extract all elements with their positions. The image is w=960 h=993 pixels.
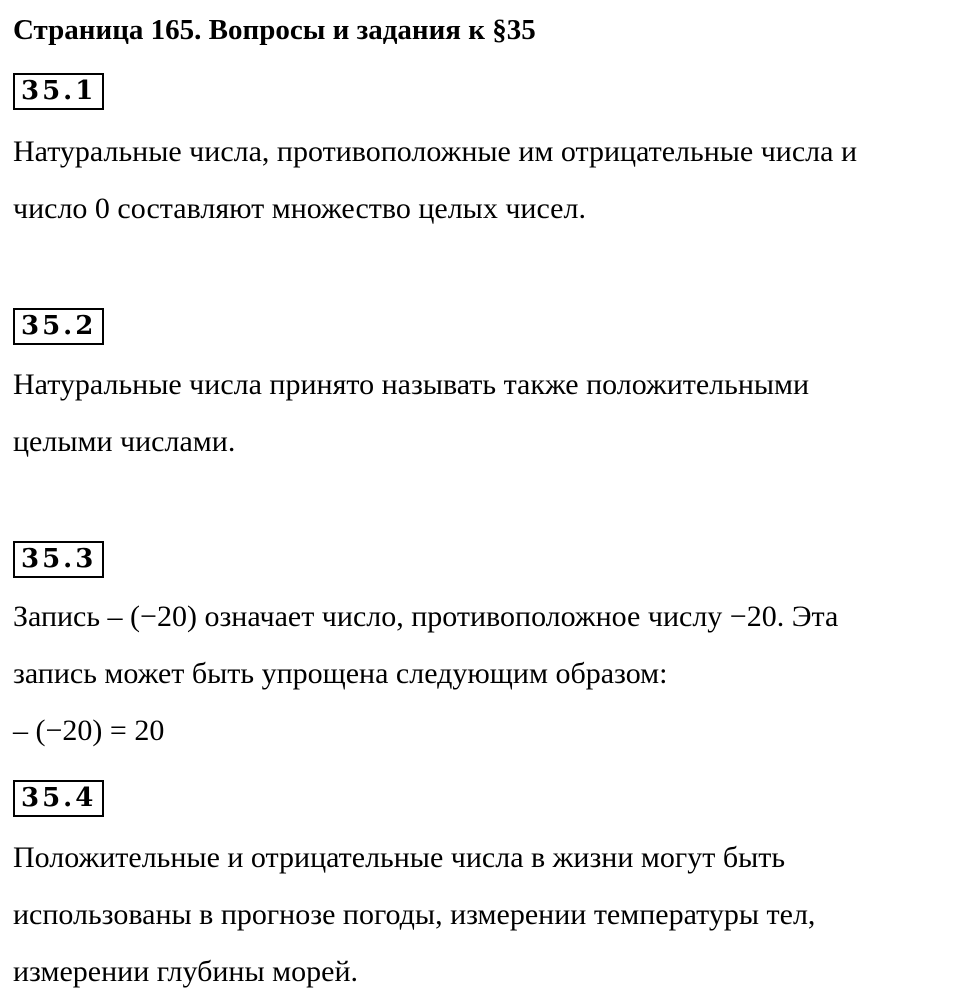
section-35-4-line-1: Положительные и отрицательные числа в жизни могут быть [13, 841, 786, 874]
section-35-2-line-1: Натуральные числа принято называть также положительными [13, 368, 810, 401]
section-number-35-4: 35.4 [13, 780, 104, 817]
section-35-4-line-2: использованы в прогнозе погоды, измерении температуры тел, [13, 898, 816, 931]
section-number-35-2: 35.2 [13, 308, 104, 345]
section-35-3-line-3: – (−20) = 20 [13, 714, 165, 747]
section-35-2-line-2: целыми числами. [13, 425, 236, 458]
section-35-3-line-2: запись может быть упрощена следующим образом: [13, 657, 668, 690]
section-35-3-line-1: Запись – (−20) означает число, противоположное числу −20. Эта [13, 600, 839, 633]
section-number-35-3: 35.3 [13, 541, 104, 578]
section-35-1-line-2: число 0 составляют множество целых чисел. [13, 192, 586, 225]
section-35-1-line-1: Натуральные числа, противоположные им отрицательные числа и [13, 135, 858, 168]
section-35-4-line-3: измерении глубины морей. [13, 955, 358, 988]
page-title: Страница 165. Вопросы и задания к §35 [13, 14, 536, 46]
section-number-35-1: 35.1 [13, 73, 104, 110]
